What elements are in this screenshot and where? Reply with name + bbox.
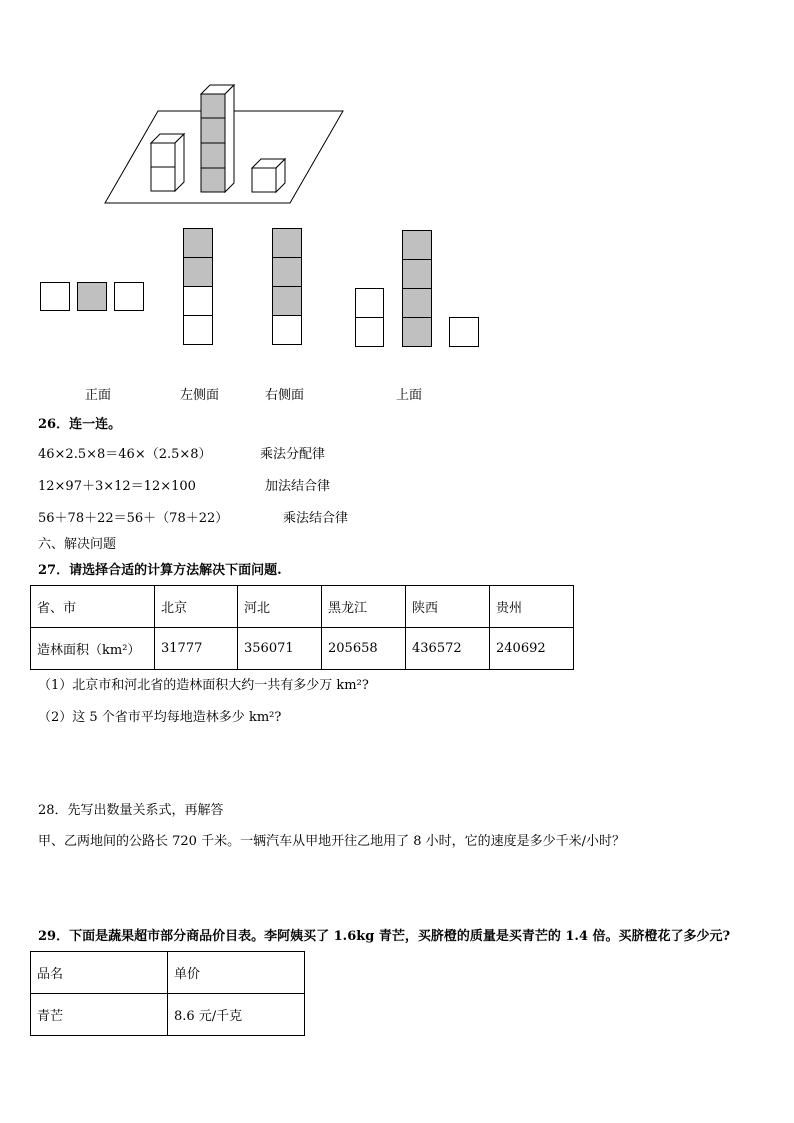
front-view-label: 正面 <box>85 388 112 403</box>
question-27-title: 27．请选择合适的计算方法解决下面问题. <box>38 563 282 578</box>
q26-expression-3: 56＋78＋22＝56＋（78＋22） <box>38 511 229 526</box>
question-29-title: 29．下面是蔬果超市部分商品价目表。李阿姨买了 1.6kg 青芒，买脐橙的质量是买青芒的 1.4 倍。买脐橙花了多少元? <box>38 929 731 944</box>
price-table <box>30 951 305 1036</box>
question-28-title: 28．先写出数量关系式，再解答 <box>38 803 224 818</box>
q26-expression-1: 46×2.5×8＝46×（2.5×8） <box>38 447 212 462</box>
left-view-label: 左侧面 <box>180 388 220 403</box>
table-cell: 205658 <box>322 628 406 670</box>
section-6-heading: 六、解决问题 <box>38 537 117 552</box>
table-row <box>31 952 305 994</box>
q27-subquestion-1: （1）北京市和河北省的造林面积大约一共有多少万 km²? <box>38 678 369 693</box>
table-row <box>31 994 305 1036</box>
table-cell: 单价 <box>168 952 305 994</box>
table-cell: 436572 <box>406 628 490 670</box>
cube-arrangement-figure <box>100 80 350 210</box>
table-cell: 31777 <box>155 628 238 670</box>
table-cell: 青芒 <box>31 994 168 1036</box>
table-cell: 黑龙江 <box>322 586 406 628</box>
table-cell: 356071 <box>238 628 322 670</box>
q28-problem-text: 甲、乙两地间的公路长 720 千米。一辆汽车从甲地开往乙地用了 8 小时，它的速度是多少千米/小时？ <box>38 834 625 849</box>
right-view-label: 右侧面 <box>265 388 305 403</box>
q26-law-2: 加法结合律 <box>265 479 331 494</box>
table-row <box>31 586 574 628</box>
table-cell: 贵州 <box>490 586 574 628</box>
table-cell: 河北 <box>238 586 322 628</box>
table-row <box>31 628 574 670</box>
q26-expression-2: 12×97＋3×12＝12×100 <box>38 479 196 494</box>
table-cell: 北京 <box>155 586 238 628</box>
table-cell: 240692 <box>490 628 574 670</box>
table-cell: 陕西 <box>406 586 490 628</box>
q26-law-3: 乘法结合律 <box>283 511 349 526</box>
q27-subquestion-2: （2）这 5 个省市平均每地造林多少 km²? <box>38 710 282 725</box>
table-cell: 8.6 元/千克 <box>168 994 305 1036</box>
table-cell: 造林面积（km²） <box>31 628 155 670</box>
table-cell: 省、市 <box>31 586 155 628</box>
table-cell: 品名 <box>31 952 168 994</box>
question-26-title: 26．连一连。 <box>38 417 122 432</box>
top-view-label: 上面 <box>396 388 423 403</box>
q26-law-1: 乘法分配律 <box>260 447 326 462</box>
afforestation-table <box>30 585 574 670</box>
